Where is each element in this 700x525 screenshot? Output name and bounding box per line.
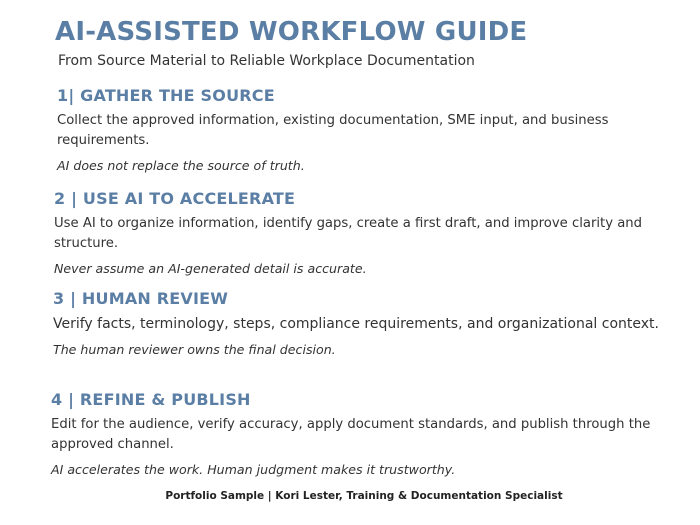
section-note: Never assume an AI-generated detail is accurate.: [54, 261, 367, 276]
section-refine-publish: [51, 390, 661, 477]
footer-credit: Portfolio Sample | Kori Lester, Training & Documentation Specialist: [165, 490, 563, 502]
section-note: AI accelerates the work. Human judgment makes it trustworthy.: [51, 462, 456, 477]
section-body: Use AI to organize information, identify gaps, create a first draft, and improve clarity and structure.: [54, 216, 643, 251]
page-title: AI-ASSISTED WORKFLOW GUIDE: [55, 17, 528, 47]
section-heading: 4 | REFINE & PUBLISH: [51, 390, 251, 409]
section-body: Collect the approved information, existing documentation, SME input, and business requirements.: [57, 113, 609, 148]
section-note: AI does not replace the source of truth.: [57, 158, 305, 173]
section-use-ai: [54, 189, 664, 276]
section-heading: 2 | USE AI TO ACCELERATE: [54, 189, 296, 208]
section-body: Edit for the audience, verify accuracy, apply document standards, and publish through the approved channel.: [51, 417, 651, 452]
section-heading: 3 | HUMAN REVIEW: [53, 289, 229, 308]
section-note: The human reviewer owns the final decision.: [53, 342, 336, 357]
section-gather-source: [57, 86, 667, 173]
section-heading: 1| GATHER THE SOURCE: [57, 86, 275, 105]
section-human-review: [53, 289, 663, 357]
page-subtitle: From Source Material to Reliable Workplace Documentation: [58, 53, 475, 69]
section-body: Verify facts, terminology, steps, compliance requirements, and organizational context.: [53, 316, 659, 332]
